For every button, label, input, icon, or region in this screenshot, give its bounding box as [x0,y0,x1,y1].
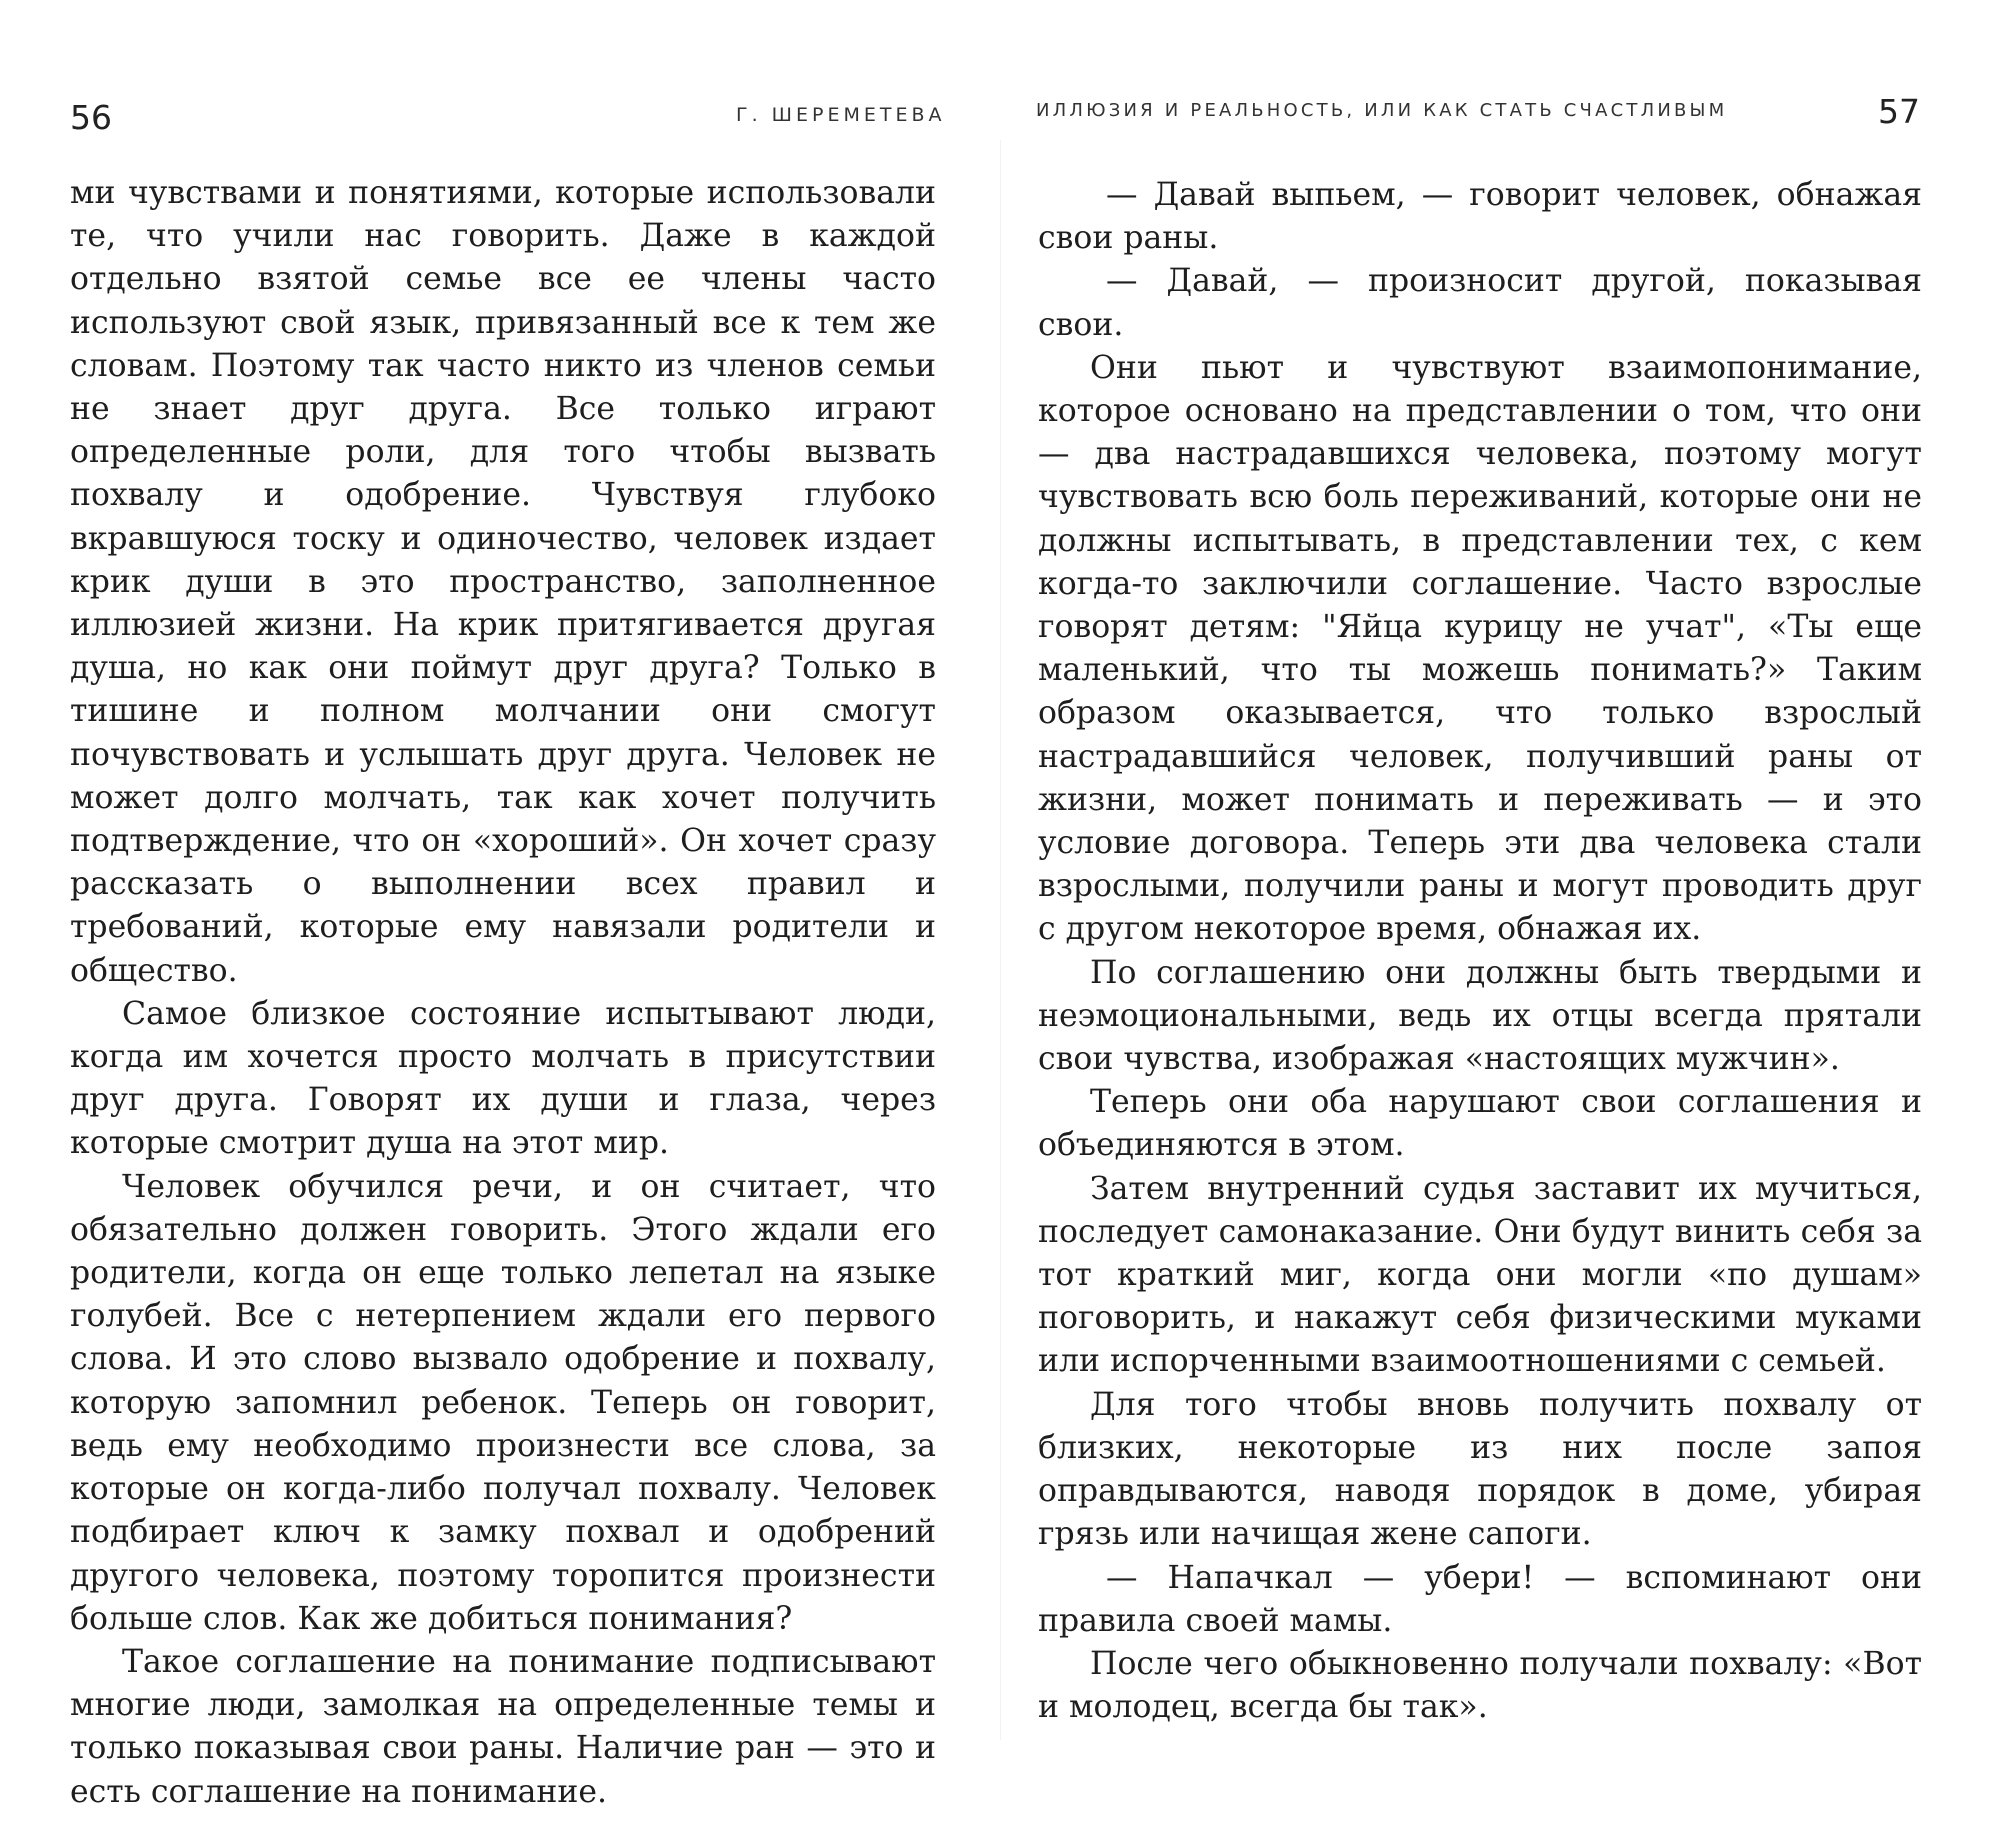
paragraph: ми чувствами и понятиями, которые использовали те, что учили нас говорить. Даже в каждой отдельно взятой семье все ее члены часто используют свой язык, привязанный все к тем же словам. Поэтому так часто никто из членов семьи не знает друг друга. Все только играют определенные роли, для того чтобы вызвать похвалу и одобрение. Чувствуя глубоко вкравшуюся тоску и одиночество, человек издает крик души в это пространство, заполненное иллюзией жизни. На крик притягивается другая душа, но как они поймут друг друга? Только в тишине и полном молчании они смогут почувствовать и услышать друг друга. Человек не может долго молчать, так как хочет получить подтверждение, что он «хороший». Он хочет сразу рассказать о выполнении всех правил и требований, которые ему навязали родители и общество. [70,175,936,989]
paragraph: Для того чтобы вновь получить похвалу от близких, некоторые из них после запоя оправдываются, наводя порядок в доме, убирая грязь или начищая жене сапоги. [1038,1386,1922,1553]
body-text [70,172,936,1814]
paragraph: После чего обыкновенно получали похвалу: «Вот и молодец, всегда бы так». [1038,1645,1922,1726]
body-text [1038,174,1922,1729]
paragraph: Они пьют и чувствуют взаимопонимание, которое основано на представлении о том, что они — два настрадавшихся человека, поэтому могут чувствовать всю боль переживаний, которые они не должны испытывать, в представлении тех, с кем когда-то заключили соглашение. Часто взрослые говорят детям: "Яйца курицу не учат", «Ты еще маленький, что ты можешь понимать?» Таким образом оказывается, что только взрослый настрадавшийся человек, получивший раны от жизни, может понимать и переживать — и это условие договора. Теперь эти два человека стали взрослыми, получили раны и могут проводить друг с другом некоторое время, обнажая их. [1038,349,1922,948]
dialogue-line: — Напачкал — убери! — вспоминают они правила своей мамы. [1038,1559,1922,1639]
paragraph: По соглашению они должны быть твердыми и неэмоциональными, ведь их отцы всегда прятали свои чувства, изображая «настоящих мужчин». [1038,954,1922,1078]
right-page [1000,0,2000,1826]
page-number: 56 [70,98,112,137]
paragraph: Такое соглашение на понимание подписывают многие люди, замолкая на определенные темы и только показывая свои раны. Наличие ран — это и есть соглашение на понимание. [70,1643,936,1810]
dialogue-line: — Давай выпьем, — говорит человек, обнажая свои раны. [1038,177,1922,257]
paragraph: Человек обучился речи, и он считает, что обязательно должен говорить. Этого ждали его родители, когда он еще только лепетал на языке голубей. Все с нетерпением ждали его первого слова. И это слово вызвало одобрение и похвалу, которую запомнил ребенок. Теперь он говорит, ведь ему необходимо произнести все слова, за которые он когда-либо получал похвалу. Человек подбирает ключ к замку похвал и одобрений другого человека, поэтому торопится произнести больше слов. Как же добиться понимания? [70,1168,936,1637]
running-head-author: Г. ШЕРЕМЕТЕВА [736,104,946,126]
paragraph: Теперь они оба нарушают свои соглашения и объединяются в этом. [1038,1084,1922,1164]
paragraph: Затем внутренний судья заставит их мучиться, последует самонаказание. Они будут винить себя за тот краткий миг, когда они могли «по душам» поговорить, и накажут себя физическими муками или испорченными взаимоотношениями с семьей. [1038,1170,1922,1380]
paragraph: Самое близкое состояние испытывают люди, когда им хочется просто молчать в присутствии друг друга. Говорят их души и глаза, через которые смотрит душа на этот мир. [70,995,936,1162]
page-number: 57 [1878,92,1920,131]
dialogue-line: — Давай, — произносит другой, показывая свои. [1038,263,1922,343]
running-head-title: ИЛЛЮЗИЯ И РЕАЛЬНОСТЬ, ИЛИ КАК СТАТЬ СЧАСТЛИВЫМ [1036,100,1728,121]
